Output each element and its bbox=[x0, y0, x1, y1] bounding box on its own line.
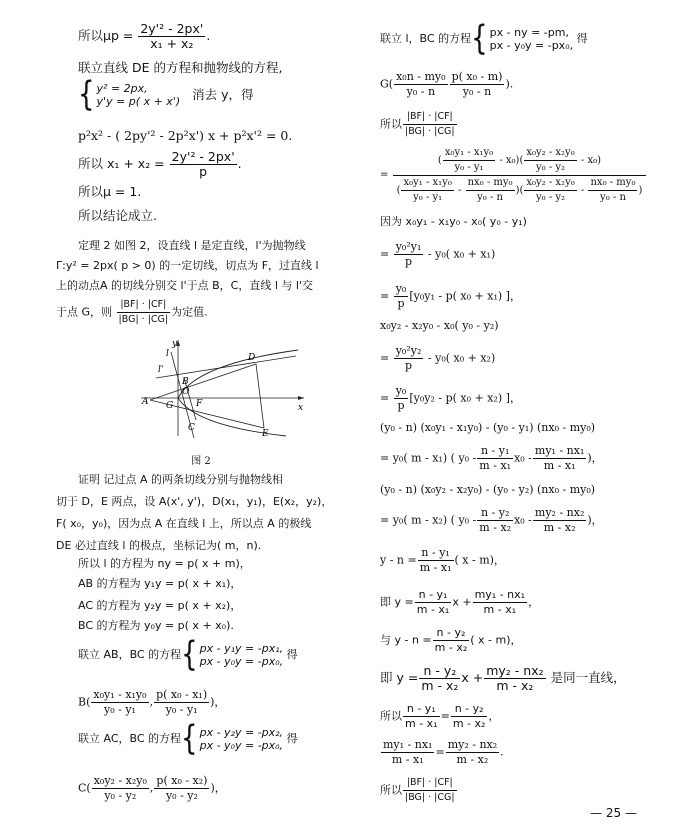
fraction bbox=[394, 384, 409, 413]
eq-r12 bbox=[380, 444, 603, 473]
point-g bbox=[380, 70, 513, 99]
numerator: x₀y₂ - x₂y₀ bbox=[524, 176, 576, 191]
numerator: n - y₁ bbox=[418, 546, 454, 561]
fraction bbox=[394, 70, 447, 99]
denominator: p bbox=[397, 297, 405, 310]
numerator: p( x₀ - x₂) bbox=[156, 774, 208, 787]
text: )， bbox=[587, 451, 603, 465]
fraction bbox=[393, 146, 647, 205]
text: - y₀( x₀ + x₁) bbox=[427, 247, 496, 261]
point-b: B( $\frac{\text{x₀y₁ - x₁y₀}}{\text{y₀ - y₁}}$ , $\frac{\text{p( x₀ - x₁)}}{\text{y₀ - y₁}}$ )， bbox=[78, 688, 226, 716]
numerator: my₂ - nx₂ bbox=[534, 506, 585, 519]
denominator: p bbox=[199, 164, 208, 179]
denominator: y₀ - n bbox=[462, 85, 492, 98]
label-e: E bbox=[262, 429, 269, 438]
label-f: F bbox=[196, 399, 203, 409]
denominator: y₀ - y₂ bbox=[536, 192, 566, 203]
denominator: m - x₁ bbox=[416, 603, 450, 616]
proof-line-3: F( x₀，y₀)，因为点 A 在直线 l 上，所以点 A 的极线 bbox=[56, 517, 312, 530]
label-o: O bbox=[182, 387, 190, 397]
fraction bbox=[533, 444, 586, 473]
label-d: D bbox=[248, 353, 256, 363]
text: )， bbox=[210, 695, 226, 709]
text: ， bbox=[488, 709, 500, 723]
fraction bbox=[450, 70, 505, 99]
text: . bbox=[237, 156, 242, 171]
text: B( bbox=[78, 695, 91, 709]
text: - y₀( x₀ + x₂) bbox=[427, 351, 496, 365]
eq-r17 bbox=[380, 626, 522, 655]
proof-line-8: BC 的方程为 y₀y = p( x + x₀). bbox=[78, 619, 234, 632]
eq-r18 bbox=[380, 664, 626, 693]
denominator: p bbox=[405, 255, 413, 268]
fraction bbox=[394, 282, 409, 311]
proof-line-2: 切于 D，E 两点，设 A(x', y')，D(x₁，y₁)，E(x₂，y₂)， bbox=[56, 495, 333, 508]
numerator: x₀y₁ - x₁y₀ bbox=[93, 688, 147, 701]
fraction bbox=[419, 664, 460, 693]
fraction bbox=[466, 176, 515, 205]
big-fraction bbox=[380, 146, 647, 205]
eq-r9: = $\frac{\text{y₀²y₂}}{p}$ - y₀( x₀ + x₂) bbox=[380, 344, 496, 372]
fraction bbox=[477, 506, 513, 535]
label-x: x bbox=[298, 403, 304, 413]
point-c: C( $\frac{\text{x₀y₂ - x₂y₀}}{\text{y₀ - y₂}}$ , $\frac{\text{p( x₀ - x₂)}}{\text{y₀ - y₂}}$ )， bbox=[78, 774, 226, 802]
denominator: y₀ - n bbox=[406, 85, 436, 98]
text: 即 y = bbox=[380, 670, 419, 685]
denominator: y₀ - y₁ bbox=[454, 162, 484, 173]
system-lines bbox=[200, 726, 283, 752]
theorem-line-1: 定理 2 如图 2，设直线 l 是定直线，l'为抛物线 bbox=[78, 239, 306, 252]
numerator: x₀y₂ - x₂y₀ bbox=[93, 774, 147, 787]
fraction bbox=[394, 240, 424, 269]
numerator: x₀y₁ - x₁y₀ bbox=[401, 176, 453, 191]
line-quadratic: p²x² - ( 2py'² - 2p²x') x + p²x'² = 0. bbox=[78, 128, 293, 143]
system-line: y'y = p( x + x') bbox=[96, 95, 181, 108]
theorem-line-3: 上的动点A 的切线分别交 l'于点 B，C，直线 l 与 l'交 bbox=[56, 279, 313, 292]
system-lines bbox=[97, 82, 181, 108]
text: 得 bbox=[286, 648, 298, 661]
ratio-expression-1 bbox=[380, 110, 458, 139]
denominator: y₀ - y₁ bbox=[165, 703, 198, 716]
system-line: px - ny = -pm, bbox=[489, 26, 569, 39]
text: x₀ - bbox=[514, 451, 532, 465]
denominator: y₀ - n bbox=[600, 192, 626, 203]
numerator: y₀ bbox=[395, 384, 407, 397]
eq-r6: = $\frac{\text{y₀²y₁}}{p}$ - y₀( x₀ + x₁) bbox=[380, 240, 496, 268]
text: = y₀( m - x₂) ( y₀ - bbox=[380, 513, 477, 527]
system-line: px - y₀y = -px₀, bbox=[489, 39, 574, 52]
text: )， bbox=[210, 781, 226, 795]
denominator: m - x₂ bbox=[479, 521, 512, 534]
fraction bbox=[418, 546, 454, 575]
denominator: m - x₂ bbox=[456, 753, 489, 766]
line-joint-de: 联立直线 DE 的方程和抛物线的方程, bbox=[78, 60, 283, 75]
numerator: x₀y₁ - x₁y₀ bbox=[443, 146, 495, 161]
brace-icon: { bbox=[181, 719, 198, 759]
numerator: n - y₂ bbox=[433, 626, 470, 641]
equals: = bbox=[380, 169, 389, 181]
label-c: C bbox=[188, 423, 195, 433]
eq-r8: x₀y₂ - x₂y₀ - x₀( y₀ - y₂) bbox=[380, 319, 499, 332]
numerator: n - y₂ bbox=[451, 702, 488, 717]
fraction bbox=[154, 774, 209, 803]
eq-r16 bbox=[380, 588, 539, 617]
numerator: n - y₂ bbox=[419, 664, 460, 679]
numerator: my₁ - nx₁ bbox=[383, 738, 433, 751]
brace-icon: { bbox=[471, 19, 488, 59]
text: G( bbox=[380, 77, 394, 91]
fraction bbox=[451, 702, 488, 731]
text: . bbox=[206, 28, 211, 43]
numerator: |BF| · |CF| bbox=[403, 776, 457, 791]
eq-r13: (y₀ - n) (x₀y₂ - x₂y₀) - (y₀ - y₂) (nx₀ - my₀) bbox=[380, 483, 596, 496]
eq-r10: = $\frac{\text{y₀}}{p}$ [y₀y₂ - p( x₀ + x₂) ]， bbox=[380, 384, 521, 412]
label-b: B bbox=[182, 377, 189, 387]
denominator: |BG| · |CG| bbox=[405, 126, 455, 137]
system-lines bbox=[200, 642, 283, 668]
text: )， bbox=[587, 513, 603, 527]
text: 联立 AC，BC 的方程 bbox=[78, 732, 182, 745]
proof-line-6: AB 的方程为 y₁y = p( x + x₁)， bbox=[78, 577, 242, 590]
proof-line-7: AC 的方程为 y₂y = p( x + x₂)， bbox=[78, 599, 242, 612]
denominator: m - x₂ bbox=[496, 678, 534, 693]
numerator: n - y₁ bbox=[415, 588, 452, 603]
numerator: my₁ - nx₁ bbox=[474, 588, 526, 601]
denominator: m - x₂ bbox=[543, 521, 576, 534]
numerator: n - y₁ bbox=[403, 702, 440, 717]
figure-svg bbox=[136, 338, 306, 438]
line-mu: 所以μ = 1. bbox=[78, 184, 142, 199]
numerator: x₀n - my₀ bbox=[396, 70, 446, 83]
text: = y₀( m - x₁) ( y₀ - bbox=[380, 451, 477, 465]
proof-line-1: 证明 记过点 A 的两条切线分别与抛物线相 bbox=[78, 473, 284, 486]
because-line: 因为 x₀y₁ - x₁y₀ - x₀( y₀ - y₁) bbox=[380, 215, 527, 228]
text: x + bbox=[452, 595, 472, 609]
denominator: m - x₂ bbox=[434, 641, 468, 654]
text: 为定值. bbox=[171, 305, 208, 319]
text: [y₀y₁ - p( x₀ + x₁) ]， bbox=[409, 289, 521, 303]
denominator: m - x₁ bbox=[543, 459, 576, 472]
numerator: n - y₁ bbox=[477, 444, 513, 459]
text: ( x - m)， bbox=[454, 553, 505, 567]
system-lines bbox=[490, 26, 573, 52]
eq-r7: = $\frac{\text{y₀}}{p}$ [y₀y₁ - p( x₀ + x₁) ]， bbox=[380, 282, 521, 310]
ratio-expression-2 bbox=[380, 776, 458, 805]
fraction bbox=[533, 506, 586, 535]
text: 联立 AB，BC 的方程 bbox=[78, 648, 182, 661]
numerator: 2y'² - 2px' bbox=[171, 149, 235, 164]
x-axis-arrow bbox=[298, 396, 304, 400]
denominator: y₀ - y₂ bbox=[104, 789, 137, 802]
text: 是同一直线， bbox=[550, 670, 626, 685]
text: 所以 bbox=[380, 709, 402, 723]
text: . bbox=[500, 745, 504, 759]
denominator: y₀ - y₁ bbox=[413, 192, 443, 203]
fraction bbox=[484, 664, 545, 693]
numerator: p( x₀ - x₁) bbox=[156, 688, 208, 701]
denominator: m - x₂ bbox=[452, 717, 486, 730]
denominator: m - x₁ bbox=[483, 603, 517, 616]
fraction bbox=[524, 146, 576, 175]
numerator: my₁ - nx₁ bbox=[534, 444, 585, 457]
fraction bbox=[473, 588, 528, 617]
system-4 bbox=[380, 19, 588, 59]
proof-line-5: 所以 l 的方程为 ny = p( x + m)， bbox=[78, 557, 251, 570]
denominator: ( $\frac{\text{x₀y₁ - x₁y₀}}{\text{y₀ - y₁}}$ - $\frac{\text{nx₀ - my₀}}{\text{y₀ - n}}$ )( $\frac{\text{x₀y₂ - x₂y₀}}{\text{y₀ - y₂}}$ - $\frac{\text{nx₀ - my₀}}{\text{y₀ - n}}$ ) bbox=[396, 177, 643, 203]
text: 与 y - n = bbox=[380, 633, 432, 647]
system-3 bbox=[78, 719, 298, 759]
system-line: y² = 2px, bbox=[96, 82, 148, 95]
numerator: 2y'² - 2px' bbox=[140, 21, 204, 36]
text: x + bbox=[461, 670, 484, 685]
numerator: |BF| · |CF| bbox=[403, 110, 457, 125]
fraction bbox=[381, 738, 434, 767]
text: 得 bbox=[286, 732, 298, 745]
fraction bbox=[92, 774, 149, 803]
denominator: y₀ - y₂ bbox=[165, 789, 198, 802]
denominator: x₁ + x₂ bbox=[150, 36, 194, 51]
text: x₀ - bbox=[514, 513, 532, 527]
line-sum-x bbox=[78, 150, 242, 179]
tangent-ad bbox=[150, 364, 256, 400]
fraction bbox=[443, 146, 495, 175]
text: ). bbox=[505, 77, 514, 91]
system-line: px - y₁y = -px₁, bbox=[199, 642, 284, 655]
line-mu-p bbox=[78, 22, 210, 51]
text: ( x - m)， bbox=[470, 633, 522, 647]
numerator: my₂ - nx₂ bbox=[447, 738, 498, 751]
system-line: px - y₀y = -px₀, bbox=[199, 655, 284, 668]
numerator: nx₀ - my₀ bbox=[466, 176, 515, 191]
eq-r14 bbox=[380, 506, 603, 535]
numerator: y₀²y₁ bbox=[395, 240, 422, 253]
denominator: p bbox=[405, 359, 413, 372]
fraction bbox=[477, 444, 513, 473]
fraction bbox=[433, 626, 470, 655]
text: 于点 G，则 bbox=[56, 305, 113, 319]
brace-icon: { bbox=[78, 75, 95, 115]
denominator: y₀ - y₁ bbox=[103, 703, 136, 716]
system-line: px - y₀y = -px₀, bbox=[199, 739, 284, 752]
denominator: y₀ - n bbox=[477, 192, 503, 203]
fraction bbox=[117, 298, 171, 327]
denominator: m - x₁ bbox=[419, 561, 452, 574]
fraction bbox=[446, 738, 499, 767]
brace-icon: { bbox=[181, 635, 198, 675]
system-line: px - y₂y = -px₂, bbox=[199, 726, 284, 739]
fraction bbox=[524, 176, 576, 205]
theorem-line-2: Γ:y² = 2px( p > 0) 的一定切线，切点为 F，过直线 l bbox=[56, 259, 319, 272]
text: 得 bbox=[576, 32, 588, 45]
numerator: y₀ bbox=[395, 282, 407, 295]
fraction bbox=[588, 176, 637, 205]
label-l: l bbox=[166, 349, 169, 359]
numerator: x₀y₂ - x₂y₀ bbox=[524, 146, 576, 161]
label-y: y bbox=[172, 339, 178, 349]
text: 联立 l，BC 的方程 bbox=[380, 32, 472, 45]
fraction bbox=[154, 688, 209, 717]
label-a: A bbox=[142, 397, 149, 407]
denominator: m - x₁ bbox=[479, 459, 512, 472]
line-conclusion: 所以结论成立. bbox=[78, 208, 157, 223]
label-g: G bbox=[166, 401, 174, 411]
numerator: p( x₀ - m) bbox=[451, 70, 503, 83]
eq-r19: 所以 $\frac{\text{n - y₁}}{\text{m - x₁}}$ = $\frac{\text{n - y₂}}{\text{m - x₂}}$ ， bbox=[380, 702, 500, 730]
figure-caption: 图 2 bbox=[191, 456, 211, 467]
denominator: |BG| · |CG| bbox=[118, 314, 169, 325]
denominator: m - x₁ bbox=[405, 717, 438, 730]
fraction bbox=[91, 688, 148, 717]
text: y - n = bbox=[380, 553, 417, 567]
proof-line-4: DE 必过直线 l 的极点，坐标记为( m，n). bbox=[56, 539, 262, 552]
fraction bbox=[403, 110, 457, 139]
text: 即 y = bbox=[380, 595, 414, 609]
system-2 bbox=[78, 635, 298, 675]
text: 所以 bbox=[380, 117, 402, 131]
eq-r20: $\frac{\text{my₁ - nx₁}}{\text{m - x₁}}$ = $\frac{\text{my₂ - nx₂}}{\text{m - x₂}}$ . bbox=[383, 738, 504, 766]
denominator: m - x₁ bbox=[391, 753, 424, 766]
denominator: m - x₂ bbox=[421, 678, 459, 693]
fraction bbox=[403, 702, 440, 731]
figure-2 bbox=[136, 338, 306, 438]
fraction bbox=[170, 150, 237, 179]
system-1 bbox=[78, 75, 254, 115]
text: 所以 x₁ + x₂ = bbox=[78, 156, 165, 171]
eq-r15 bbox=[380, 546, 505, 575]
theorem-line-4 bbox=[56, 298, 208, 327]
numerator: my₂ - nx₂ bbox=[486, 663, 544, 678]
fraction bbox=[394, 344, 424, 373]
fraction bbox=[403, 776, 457, 805]
denominator: |BG| · |CG| bbox=[405, 792, 455, 803]
text: ， bbox=[528, 595, 540, 609]
text: 消去 y，得 bbox=[192, 86, 254, 102]
label-l-prime: l' bbox=[158, 365, 164, 375]
numerator: ( $\frac{\text{x₀y₁ - x₁y₀}}{\text{y₀ - y₁}}$ - x₀)( $\frac{\text{x₀y₂ - x₂y₀}}{\text{y₀ - y₂}}$ - x₀) bbox=[393, 146, 647, 176]
page-number: — 25 — bbox=[590, 806, 637, 820]
numerator: y₀²y₂ bbox=[395, 344, 422, 357]
numerator: n - y₂ bbox=[477, 506, 513, 521]
text: [y₀y₂ - p( x₀ + x₂) ]， bbox=[409, 391, 521, 405]
fraction bbox=[138, 22, 205, 51]
fraction bbox=[401, 176, 453, 205]
chord-de bbox=[256, 364, 264, 428]
line-l-prime bbox=[156, 356, 296, 378]
eq-r11: (y₀ - n) (x₀y₁ - x₁y₀) - (y₀ - y₁) (nx₀ - my₀) bbox=[380, 421, 596, 434]
numerator: nx₀ - my₀ bbox=[588, 176, 637, 191]
text: C( bbox=[78, 781, 91, 795]
text: 所以 bbox=[380, 783, 402, 797]
parabola bbox=[178, 350, 298, 436]
denominator: y₀ - y₂ bbox=[536, 162, 566, 173]
numerator: |BF| · |CF| bbox=[117, 298, 171, 313]
denominator: p bbox=[397, 399, 405, 412]
text: 所以μp = bbox=[78, 28, 134, 43]
fraction bbox=[415, 588, 452, 617]
